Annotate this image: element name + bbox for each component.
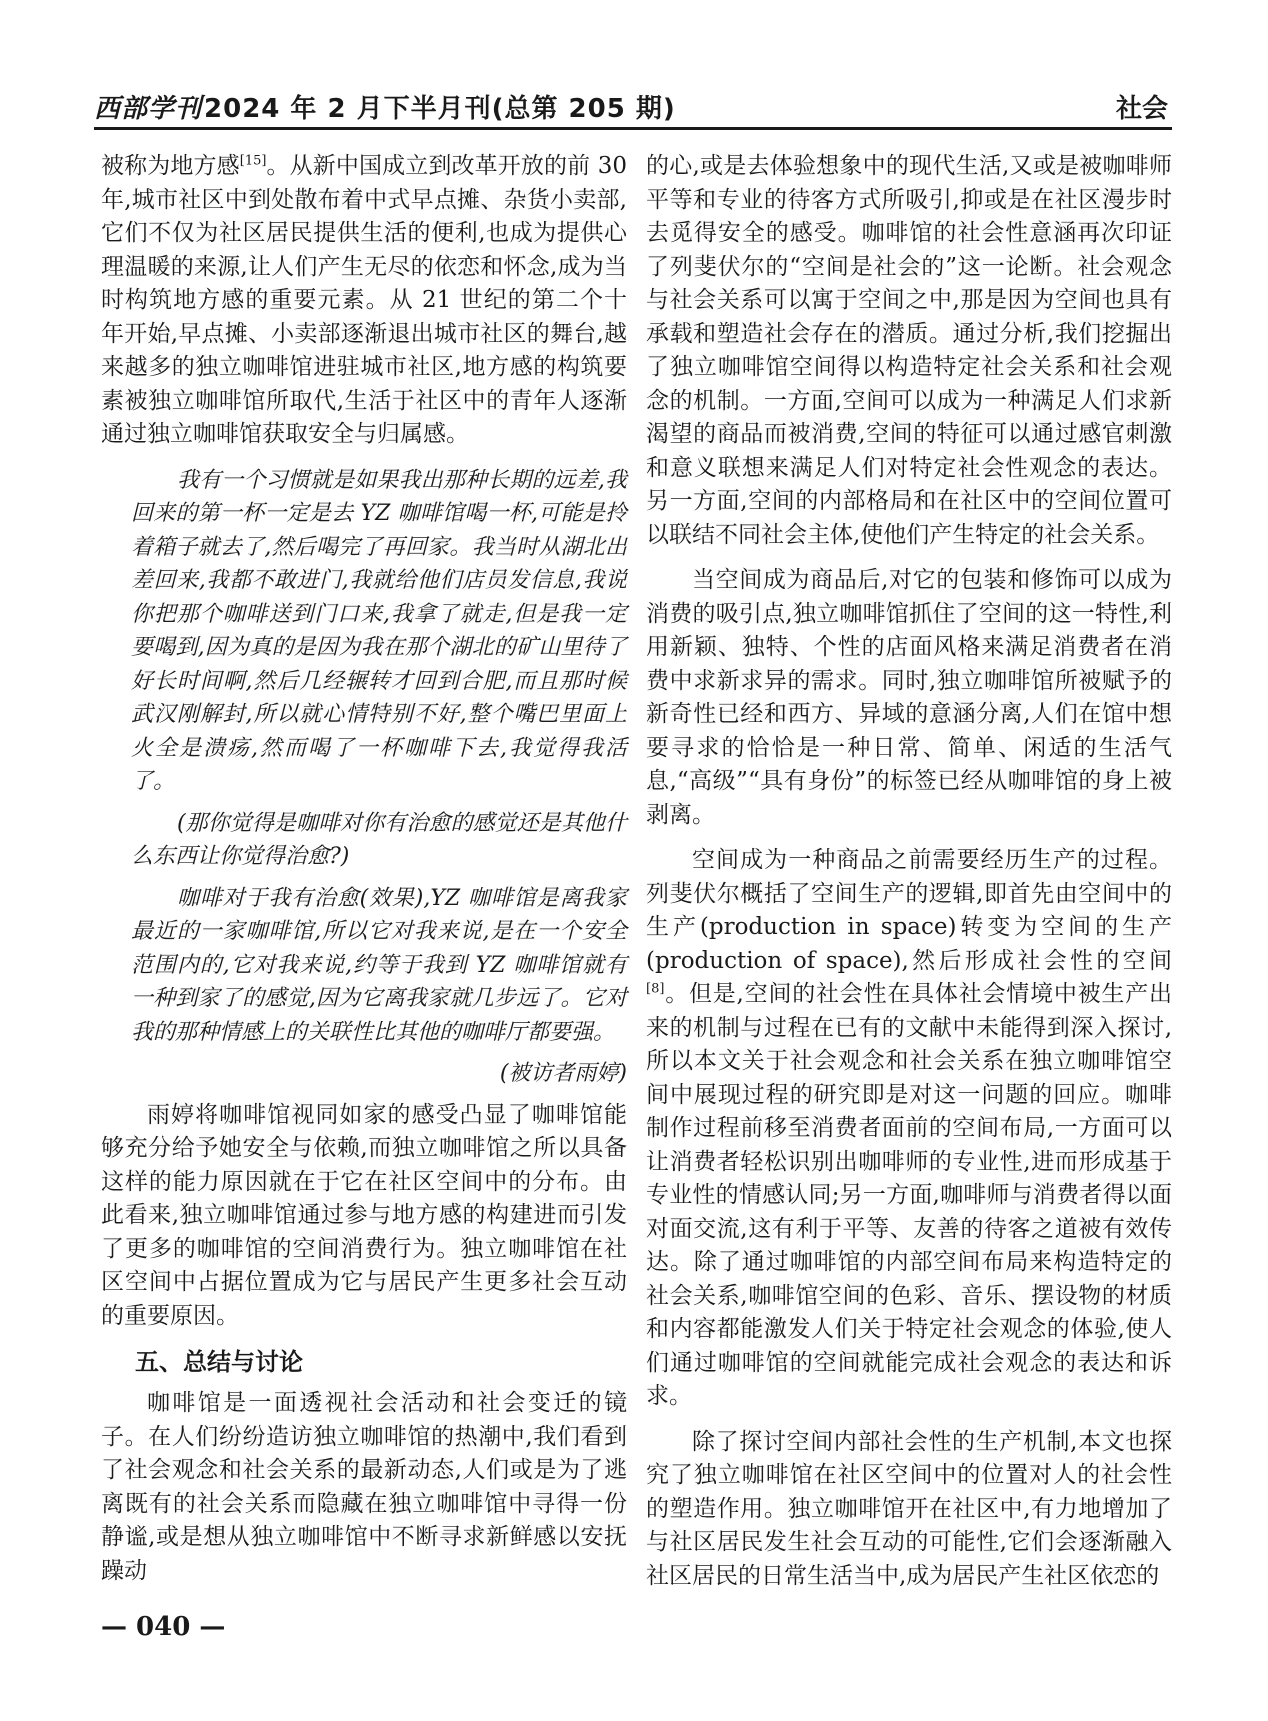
paragraph-text: 。但是,空间的社会性在具体社会情境中被生产出来的机制与过程在已有的文献中未能得到深入探讨,所以本文关于社会观念和社会关系在独立咖啡馆空间中展现过程的研究即是对这一问题的回应。咖啡制作过程前移至消费者面前的空间布局,一方面可以让消费者轻松识别出咖啡师的专业性,进而形成基于专业性的情感认同;另一方面,咖啡师与消费者得以面对面交流,这有利于平等、友善的待客之道被有效传达。除了通过咖啡馆的内部空间布局来构造特定的社会关系,咖啡馆空间的色彩、音乐、摆设物的材质和内容都能激发人们关于特定社会观念的体验,使人们通过咖啡馆的空间就能完成社会观念的表达和诉求。 [646, 981, 1172, 1409]
journal-logo: 西部学刊 [94, 94, 203, 124]
paragraph: 的心,或是去体验想象中的现代生活,又或是被咖啡师平等和专业的待客方式所吸引,抑或是在社区漫步时去觅得安全的感受。咖啡馆的社会性意涵再次印证了列斐伏尔的“空间是社会的”这一论断。社会观念与社会关系可以寓于空间之中,那是因为空间也具有承载和塑造社会存在的潜质。通过分析,我们挖掘出了独立咖啡馆空间得以构造特定社会关系和社会观念的机制。一方面,空间可以成为一种满足人们求新渴望的商品而被消费,空间的特征可以通过感官刺激和意义联想来满足人们对特定社会性观念的表达。另一方面,空间的内部格局和在社区中的空间位置可以联结不同社会主体,使他们产生特定的社会关系。 [646, 153, 1172, 548]
interview-question: (那你觉得是咖啡对你有治愈的感觉还是其他什么东西让你觉得治愈?) [131, 810, 627, 869]
journal-masthead [94, 88, 676, 125]
paragraph-text: 。从新中国成立到改革开放的前 30 年,城市社区中到处散布着中式早点摊、杂货小卖部,它们不仅为社区居民提供生活的便利,也成为提供心理温暖的来源,让人们产生无尽的依恋和怀念,成为当时构筑地方感的重要元素。从 21 世纪的第二个十年开始,早点摊、小卖部逐渐退出城市社区的舞台,越来越多的独立咖啡馆进驻城市社区,地方感的构筑要素被独立咖啡馆所取代,生活于社区中的青年人逐渐通过独立咖啡馆获取安全与归属感。 [101, 153, 628, 447]
interview-quote: 我有一个习惯就是如果我出那种长期的远差,我回来的第一杯一定是去 YZ 咖啡馆喝一杯,可能是拎着箱子就去了,然后喝完了再回家。我当时从湖北出差回来,我都不敢进门,我就给他们店员发信息,我说你把那个咖啡送到门口来,我拿了就走,但是我一定要喝到,因为真的是因为我在那个湖北的矿山里待了好长时间啊,然后几经辗转才回到合肥,而且那时候武汉刚解封,所以就心情特别不好,整个嘴巴里面上火全是溃疡,然而喝了一杯咖啡下去,我觉得我活了。 [131, 467, 627, 794]
citation: [8] [646, 981, 665, 997]
paragraph [101, 150, 627, 452]
paragraph: 咖啡馆是一面透视社会活动和社会变迁的镜子。在人们纷纷造访独立咖啡馆的热潮中,我们看到了社会观念和社会关系的最新动态,人们或是为了逃离既有的社会关系而隐藏在独立咖啡馆中寻得一份静谧,或是想从独立咖啡馆中不断寻求新鲜感以安抚躁动 [101, 1390, 627, 1584]
paragraph: 雨婷将咖啡馆视同如家的感受凸显了咖啡馆能够充分给予她安全与依赖,而独立咖啡馆之所以具备这样的能力原因就在于它在社区空间中的分布。由此看来,独立咖啡馆通过参与地方感的构建进而引发了更多的咖啡馆的空间消费行为。独立咖啡馆在社区空间中占据位置成为它与居民产生更多社会互动的重要原因。 [101, 1101, 627, 1329]
left-column [101, 150, 627, 1600]
page-number: — 040 — [101, 1612, 226, 1642]
quote-attribution: (被访者雨婷) [499, 1061, 627, 1086]
right-column [646, 150, 1172, 1605]
paragraph: 当空间成为商品后,对它的包装和修饰可以成为消费的吸引点,独立咖啡馆抓住了空间的这一特性,利用新颖、独特、个性的店面风格来满足消费者在消费中求新求异的需求。同时,独立咖啡馆所被赋予的新奇性已经和西方、异域的意涵分离,人们在馆中想要寻求的恰恰是一种日常、简单、闲适的生活气息,“高级”“具有身份”的标签已经从咖啡馆的身上被剥离。 [646, 567, 1172, 828]
page-header [94, 84, 1172, 124]
paragraph: 除了探讨空间内部社会性的生产机制,本文也探究了独立咖啡馆在社区空间中的位置对人的社会性的塑造作用。独立咖啡馆开在社区中,有力地增加了与社区居民发生社会互动的可能性,它们会逐渐融入社区居民的日常生活当中,成为居民产生社区依恋的 [646, 1428, 1172, 1589]
section-heading: 五、总结与讨论 [135, 1348, 303, 1376]
citation: [15] [239, 153, 267, 169]
interview-quote: 咖啡对于我有治愈(效果),YZ 咖啡馆是离我家最近的一家咖啡馆,所以它对我来说,是在一个安全范围内的,它对我来说,约等于我到 YZ 咖啡馆就有一种到家了的感觉,因为它离我家就几步远了。它对我的那种情感上的关联性比其他的咖啡厅都要强。 [131, 885, 627, 1045]
section-label: 社会 [1115, 94, 1168, 124]
header-rule [94, 127, 1172, 130]
paragraph-text: 空间成为一种商品之前需要经历生产的过程。列斐伏尔概括了空间生产的逻辑,即首先由空间中的生产(production in space)转变为空间的生产(production of space),然后形成社会性的空间 [646, 847, 1172, 974]
paragraph-text: 被称为地方感 [101, 153, 240, 179]
paragraph [646, 844, 1172, 1414]
issue-info: 2024 年 2 月下半月刊(总第 205 期) [204, 94, 676, 124]
